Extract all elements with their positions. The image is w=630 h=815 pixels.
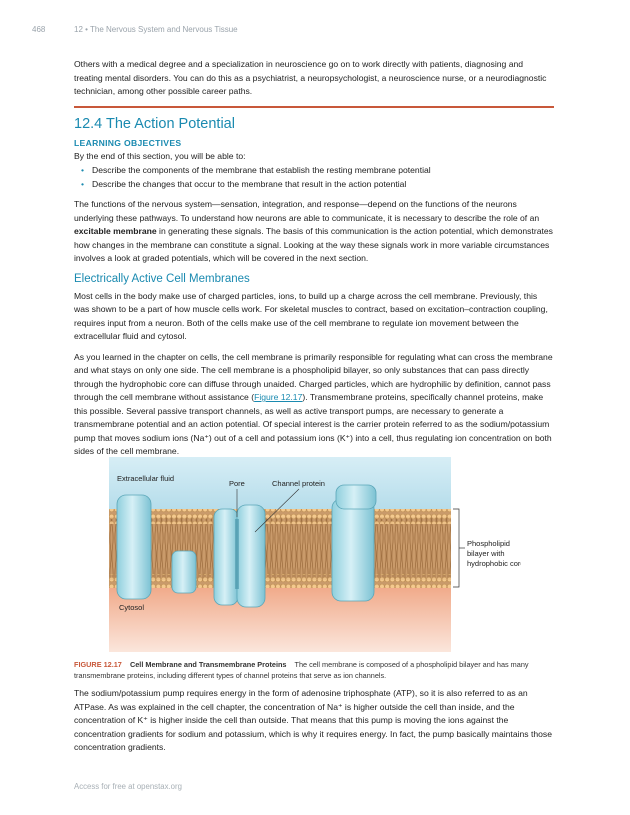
label-pore: Pore [229,479,245,488]
section-paragraph [74,198,554,266]
caption-label: FIGURE 12.17 [74,660,122,669]
chapter-title: 12 • The Nervous System and Nervous Tissue [74,25,238,34]
main-content [74,58,554,466]
section-divider [74,106,554,108]
learning-objectives-heading: LEARNING OBJECTIVES [74,137,182,148]
membrane-figure [109,457,521,652]
channel-protein [214,505,265,607]
figure-link[interactable]: Figure 12.17 [254,392,303,402]
subsection-paragraph-2 [74,351,554,459]
lipid-heads-bottom [109,580,451,588]
pore [235,519,239,589]
intro-paragraph: Others with a medical degree and a specialization in neuroscience go on to work directly with patients, diagnosing and treating mental disorders. You can do this as a psychiatrist, a neuropsychologist, a neuroscience nurse, or a neurodiagnostic technician, among other possible career paths. [74,59,547,96]
peripheral-protein [172,551,196,593]
objective-item: • Describe the components of the membrane that establish the resting membrane potential [74,164,554,178]
objectives-intro: By the end of this section, you will be able to: [74,150,246,161]
label-bilayer-1: Phospholipid [467,539,510,548]
page-number: 468 [32,25,46,34]
paragraph-text: The functions of the nervous system—sensation, integration, and response—depend on the functions of the neurons underlying these pathways. To understand how neurons are able to communicate, it is necessary to describe the role of an [74,199,540,223]
caption-title: Cell Membrane and Transmembrane Proteins [129,660,287,669]
paragraph-text: in generating these signals. The basis of this communication is the action potential, which demonstrates how changes in the membrane can constitute a signal. Looking at the way these signals work in more variable circumstances involves a look at graded potentials, which will be covered in the next section. [74,226,553,263]
caption-text: The cell membrane is composed of a phospholipid bilayer and has many transmembrane proteins, including different types of channel proteins that serve as ion channels. [74,660,529,680]
subsection-paragraph-1: Most cells in the body make use of charged particles, ions, to build up a charge across the cell membrane. Previously, this was shown to be a part of how muscle cells work. For skeletal muscles to contract, based on excitation–contraction coupling, requires input from a neuron. Both of the cells make use of the cell membrane to regulate ion movement between the extracellular fluid and cytosol. [74,290,548,341]
pump-paragraph: The sodium/potassium pump requires energy in the form of adenosine triphosphate (ATP), so it is also referred to as an ATPase. As was explained in the cell chapter, the concentration of Na⁺ is higher outside the cell than inside, and the concentration of K⁺ is higher inside the cell than outside. That means that this pump is moving the ions against the concentration gradients for sodium and potassium, which is why it requires energy. In fact, the pump basically maintains those concentration gradients. [74,688,552,752]
subsection-title: Electrically Active Cell Membranes [74,272,250,285]
figure-caption [74,659,554,681]
cytosol-region [109,585,451,652]
label-cytosol: Cytosol [119,603,145,612]
label-channel-protein: Channel protein [272,479,325,488]
paragraph-text: As you learned in the chapter on cells, the cell membrane is primarily responsible for regulating what can cross the membrane and what stays on only one side. The cell membrane is a phospholipid bilayer, so only substances that can pass directly through the hydrophobic core can diffuse through unaided. Charged particles, which are hydrophilic by definition, cannot pass through the cell membrane without assistance ( [74,351,553,402]
transmembrane-protein [117,495,151,599]
objective-item: • Describe the changes that occur to the membrane that result in the action potential [74,178,554,192]
carrier-protein [332,485,376,601]
objectives-list [74,164,554,191]
membrane-illustration [109,457,521,652]
after-figure-text [74,687,554,762]
lipid-tails [109,517,451,581]
label-bilayer-3: hydrophobic core [467,559,521,568]
lipid-heads-top [109,509,451,517]
section-title: 12.4 The Action Potential [74,115,235,132]
label-bilayer-2: bilayer with [467,549,505,558]
key-term: excitable membrane [74,226,157,236]
bilayer-bracket [453,509,459,587]
paragraph-text: ). Transmembrane proteins, specifically channel proteins, make this possible. Several passive transport channels, as well as active transport pumps, are necessary to generate a transmembrane potential and an action potential. Of special interest is the carrier protein referred to as the sodium/potassium pump that moves sodium ions (Na⁺) out of a cell and potassium ions (K⁺) into a cell, thus regulating ion concentration on both sides of the cell membrane. [74,392,552,456]
page-footer: Access for free at openstax.org [74,782,182,791]
label-extracellular: Extracellular fluid [117,474,175,483]
